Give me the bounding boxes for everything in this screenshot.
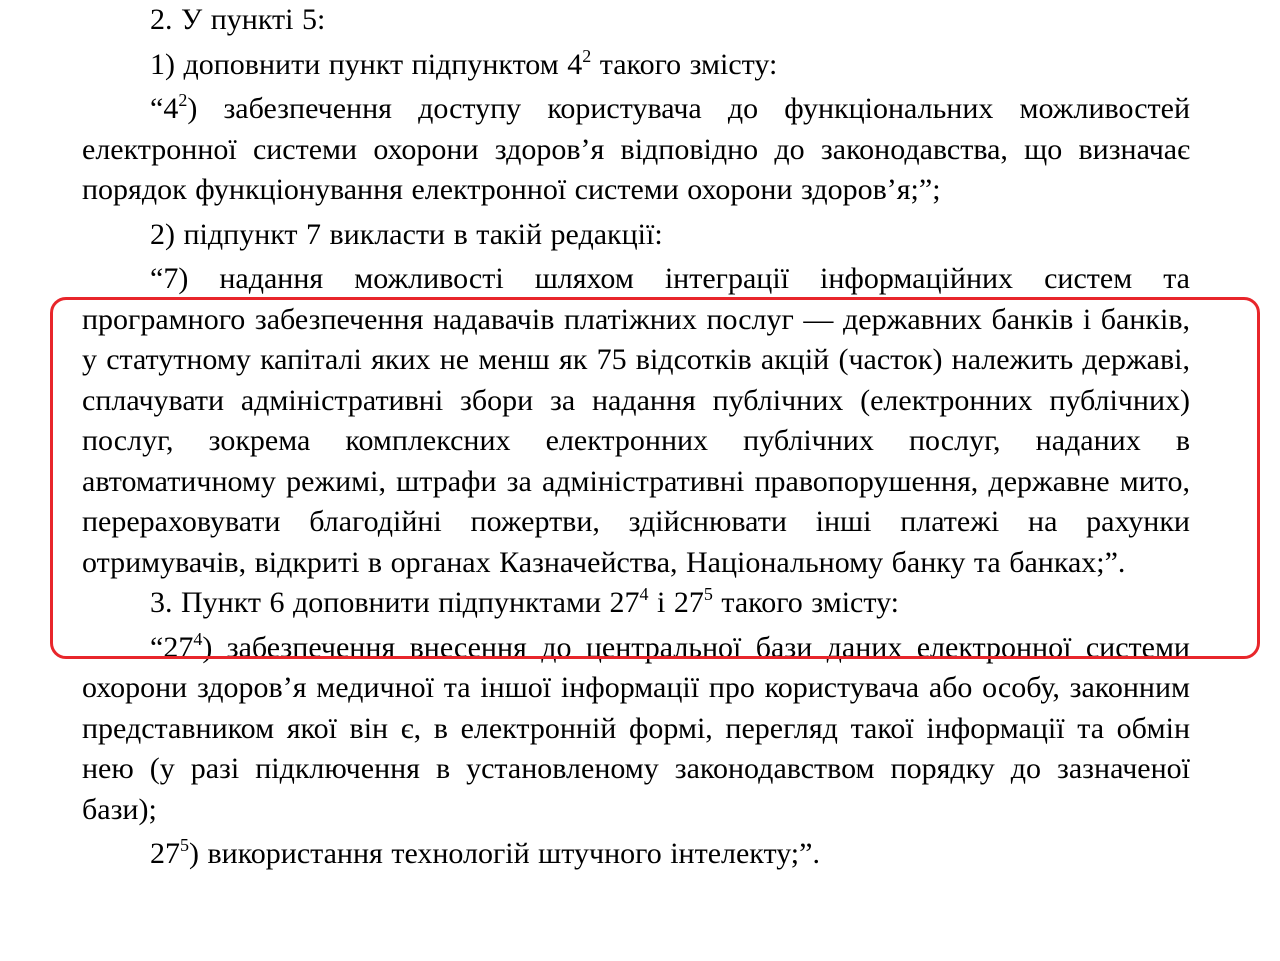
subitem-1 bbox=[82, 45, 1190, 86]
subitem-1-post: такого змісту: bbox=[591, 47, 778, 81]
quote-7-text: “7) надання можливості шляхом інтеграції інформаційних систем та програмного забезпечення надавачів платіжних послуг — державних банків і банків, у статутному капіталі яких не менш як 75 відсотків акцій (часток) належить державі, сплачувати адміністративні збори за надання публічних (електронних публічних) послуг, зокрема комплексних електронних публічних послуг, наданих в автоматичному режимі, штрафи за адміністративні правопорушення, державне мито, перераховувати благодійні пожертви, здійснювати інші платежі на рахунки отримувачів, відкриті в органах Казначейства, Національному банку та банках;”. bbox=[82, 262, 1190, 579]
item-2-heading bbox=[82, 0, 1190, 41]
quote-27-5-sup: 5 bbox=[180, 835, 189, 855]
subitem-2 bbox=[82, 215, 1190, 256]
subitem-2-text: 2) підпункт 7 викласти в такій редакції: bbox=[150, 217, 663, 251]
quote-7 bbox=[82, 259, 1190, 583]
item-3-pre: 3. Пункт 6 доповнити підпунктами 27 bbox=[150, 586, 640, 619]
item-3-heading bbox=[82, 583, 1190, 624]
quote-27-4 bbox=[82, 628, 1190, 831]
quote-4-2-post: ) забезпечення доступу користувача до функціональних можливостей електронної системи охорони здоров’я відповідно до законодавства, що визначає порядок функціонування електронної системи охорони здоров’я;”; bbox=[82, 92, 1190, 206]
quote-27-5 bbox=[82, 834, 1190, 875]
subitem-1-sup: 2 bbox=[582, 45, 592, 66]
item-3-sup-2: 5 bbox=[703, 584, 713, 604]
quote-27-4-pre: “27 bbox=[150, 630, 194, 664]
quote-27-4-post: ) забезпечення внесення до центральної бази даних електронної системи охорони здоров’я медичної та іншої інформації про користувача або особу, законним представником якої він є, в електронній формі, перегляд такої інформації та обмін нею (у разі підключення в установленому законодавством порядку до зазначеної бази); bbox=[82, 630, 1190, 826]
item-2-heading-text: 2. У пункті 5: bbox=[150, 3, 326, 36]
item-3-mid: і 27 bbox=[648, 586, 704, 619]
quote-4-2-sup: 2 bbox=[178, 90, 188, 110]
quote-4-2 bbox=[82, 89, 1190, 211]
subitem-1-pre: 1) доповнити пункт підпунктом 4 bbox=[150, 47, 583, 81]
quote-27-5-post: ) використання технологій штучного інтелекту;”. bbox=[189, 837, 820, 870]
item-3-post: такого змісту: bbox=[712, 586, 900, 619]
document-page bbox=[82, 0, 1190, 875]
item-3-sup-1: 4 bbox=[639, 584, 649, 604]
quote-27-5-pre: 27 bbox=[150, 837, 180, 870]
quote-27-4-sup: 4 bbox=[193, 628, 203, 649]
quote-4-2-pre: “4 bbox=[150, 92, 179, 125]
